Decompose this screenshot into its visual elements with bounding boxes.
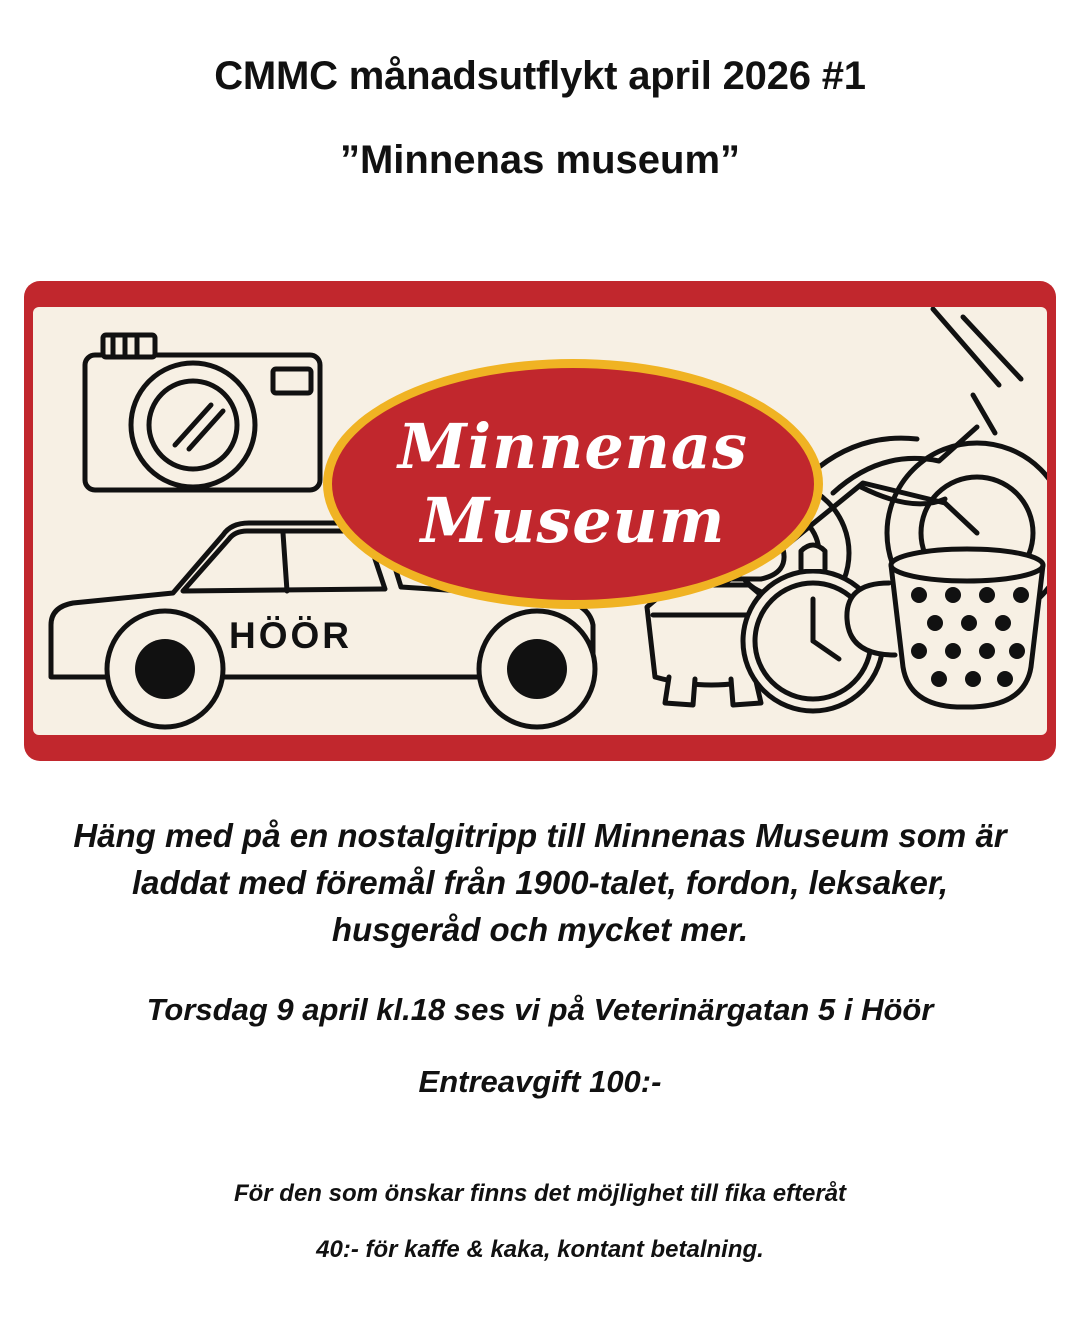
museum-logo <box>323 359 823 609</box>
description-line-2: laddat med föremål från 1900-talet, fordon, leksaker, <box>131 863 949 901</box>
fika-note-line-1: För den som önskar finns det möjlighet till fika efteråt <box>233 1179 847 1207</box>
description-line-1: Häng med på en nostalgitripp till Minnenas Museum som är <box>73 817 1007 854</box>
page-title: CMMC månadsutflykt april 2026 #1 <box>214 54 866 98</box>
event-time-place: Torsdag 9 april kl.18 ses vi på Veterinärgatan 5 i Höör <box>146 991 934 1027</box>
banner-image <box>24 281 1056 761</box>
banner-canvas <box>33 307 1047 735</box>
title-block <box>0 0 1080 184</box>
camera-icon <box>85 335 320 490</box>
entrance-fee: Entreavgift 100:- <box>418 1063 662 1099</box>
banner-frame <box>24 281 1056 761</box>
description-line-3: husgeråd och mycket mer. <box>331 910 749 948</box>
logo-line-1: Minnenas <box>398 410 748 483</box>
fika-note-line-2: 40:- för kaffe & kaka, kontant betalning. <box>316 1235 764 1263</box>
body-text <box>0 813 1080 1264</box>
car-door-text: HÖÖR <box>229 615 352 656</box>
logo-line-2: Museum <box>420 484 726 557</box>
page-subtitle: ”Minnenas museum” <box>339 138 741 182</box>
